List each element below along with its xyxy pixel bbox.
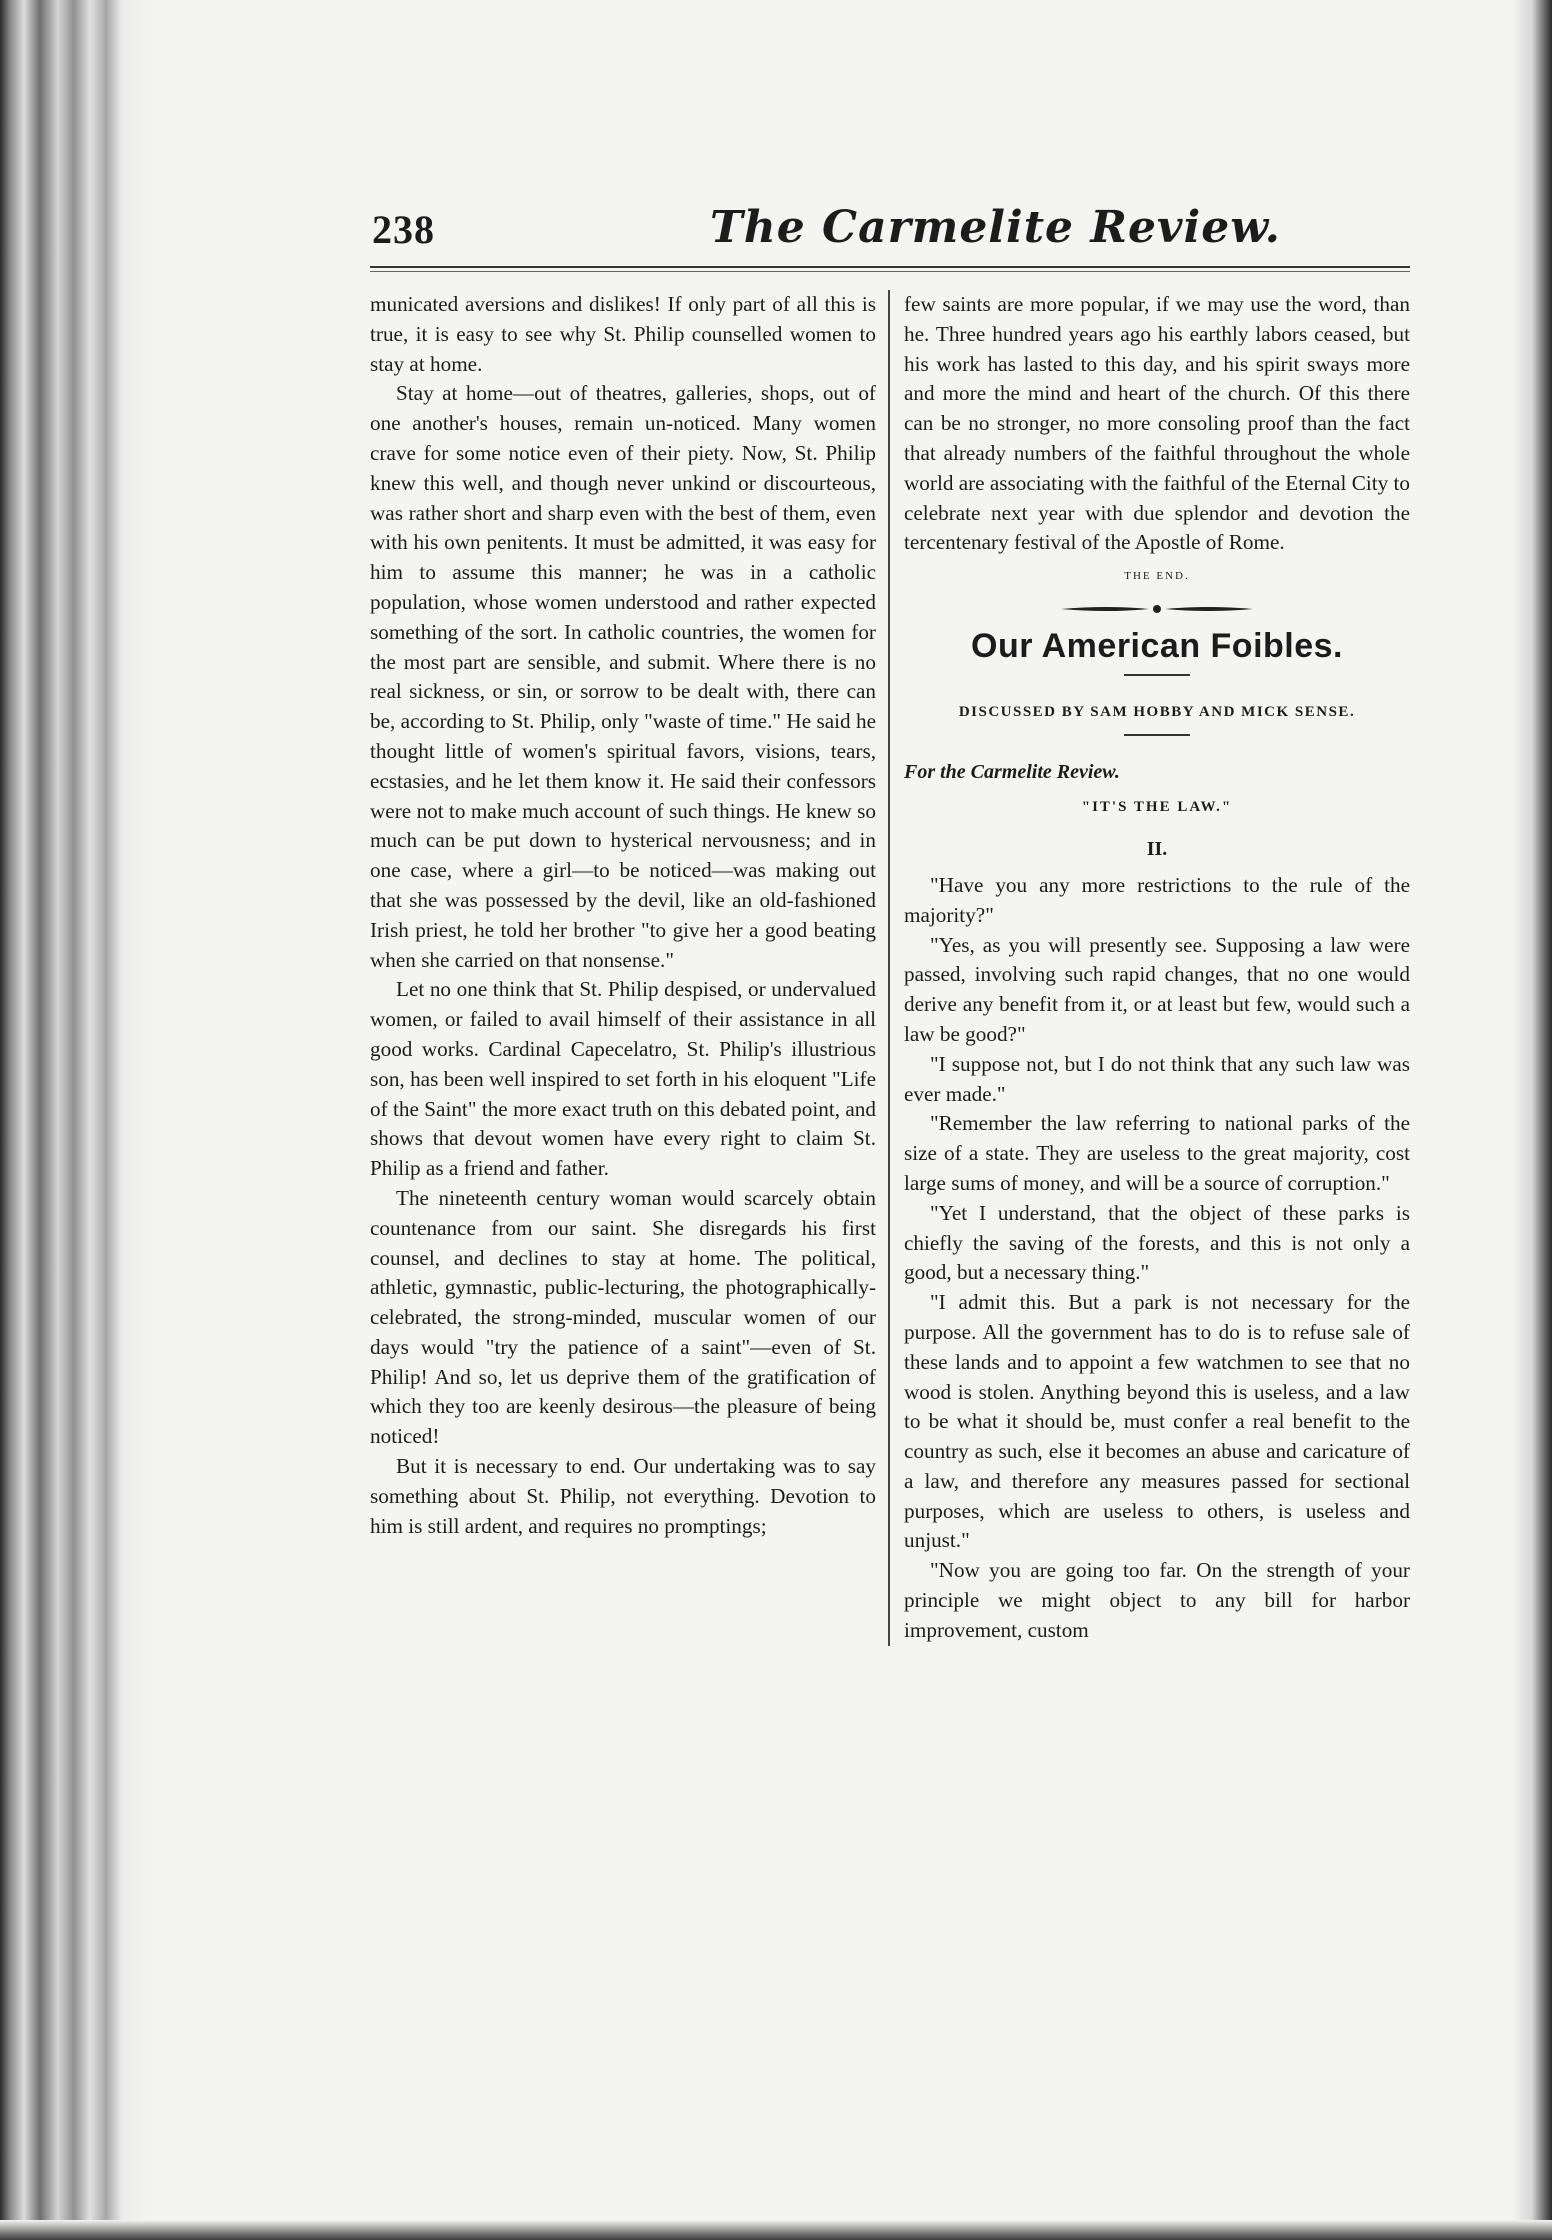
page — [340, 200, 1411, 1642]
running-title: The Carmelite Review. — [710, 202, 1281, 253]
section-title: "IT'S THE LAW." — [1081, 799, 1233, 816]
source-line: For the Carmelite Review. — [904, 760, 1120, 783]
article-title: Our American Foibles. — [971, 626, 1343, 665]
page-bottom-shadow — [0, 2220, 1552, 2240]
dialogue-paragraph: "Now you are going too far. On the strength of your principle we might object to any bill for harbor improvement, custom — [904, 1558, 1410, 1642]
short-rule — [1124, 734, 1190, 736]
paragraph: Let no one think that St. Philip despised, or undervalued women, or failed to avail himself of their assistance in all good works. Cardinal Capecelatro, St. Philip's illustrious son, has been well inspired to set forth in his eloquent "Life of the Saint" the more exact truth on this debated point, and shows that devout women have every right to claim St. Philip as a friend and father. — [370, 977, 876, 1181]
paragraph: But it is necessary to end. Our undertaking was to say something about St. Philip, not everything. Devotion to him is still ardent, and requires no promptings; — [370, 1454, 876, 1538]
right-column — [888, 290, 1410, 1646]
section-numeral: II. — [1146, 838, 1168, 861]
paragraph: The nineteenth century woman would scarcely obtain countenance from our saint. She disregards his first counsel, and declines to stay at home. The political, athletic, gymnastic, public-lecturing, the photographically-celebrated, the strong-minded, muscular women of our days would "try the patience of a saint"—even of St. Philip! And so, let us deprive them of the gratification of which they too are keenly desirous—the pleasure of being noticed! — [370, 1185, 876, 1449]
dialogue-paragraph: "Yet I understand, that the object of these parks is chiefly the saving of the forests, and this is not only a good, but a necessary thing." — [904, 1200, 1410, 1285]
page-number: 238 — [372, 207, 435, 252]
paragraph: few saints are more popular, if we may use the word, than he. Three hundred years ago his earthly labors ceased, but his work has lasted to this day, and his spirit sways more and more the mind and heart of the church. Of this there can be no stronger, no more consoling proof than the fact that already numbers of the faithful throughout the whole world are associating with the faithful of the Eternal City to celebrate next year with due splendor and devotion the tercentenary festival of the Apostle of Rome. — [904, 292, 1411, 555]
short-rule — [1124, 674, 1190, 676]
dialogue-paragraph: "I suppose not, but I do not think that any such law was ever made." — [904, 1051, 1410, 1106]
dialogue-paragraph: "I admit this. But a park is not necessary for the purpose. All the government has to do is to refuse sale of these lands and to appoint a few watchmen to see that no wood is stolen. Anything beyond this is useless, and a law to be what it should be, must confer a real benefit to the country as such, else it becomes an abuse and caricature of a law, and therefore any measures passed for sectional purposes, which are useless to others, is useless and unjust." — [904, 1290, 1410, 1553]
left-column — [370, 290, 888, 1646]
dialogue-paragraph: "Remember the law referring to national parks of the size of a state. They are useless to the great majority, cost large sums of money, and will be a source of corruption." — [904, 1111, 1410, 1195]
the-end-label: THE END. — [1124, 570, 1190, 583]
paragraph: Stay at home—out of theatres, galleries, shops, out of one another's houses, remain un-noticed. Many women crave for some notice even of their piety. Now, St. Philip knew this well, and though never unkind or discourteous, was rather short and sharp even with the best of them, even with his own penitents. It must be admitted, it was easy for him to assume this manner; he was in a catholic population, whose women understood and rather expected something of the sort. In catholic countries, the women for the most part are sensible, and submit. Where there is no real sickness, or sin, or sorrow to be dealt with, there can be, according to St. Philip, only "waste of time." He said he thought little of women's spiritual favors, visions, tears, ecstasies, and he let them know it. He said their confessors were not to make much account of such things. He knew so much can be put down to hysterical nervousness; and in one case, where a girl—to be noticed—was making out that she was possessed by the devil, like an old-fashioned Irish priest, he told her brother "to give her a good beating when she carried on that nonsense." — [370, 381, 876, 972]
book-binding-shadow — [0, 0, 150, 2240]
dialogue-paragraph: "Yes, as you will presently see. Supposing a law were passed, involving such rapid changes, that no one would derive any benefit from it, or at least but few, would such a law be good?" — [904, 932, 1410, 1046]
header-rule — [370, 266, 1410, 272]
ornament-divider-icon — [1057, 602, 1257, 616]
text-columns — [370, 290, 1410, 1646]
dialogue-paragraph: "Have you any more restrictions to the rule of the majority?" — [904, 872, 1410, 927]
page-header — [340, 200, 1410, 264]
page-edge-shadow — [1512, 0, 1552, 2240]
paragraph: municated aversions and dislikes! If only part of all this is true, it is easy to see why St. Philip counselled women to stay at home. — [370, 292, 876, 376]
byline: DISCUSSED BY SAM HOBBY AND MICK SENSE. — [958, 703, 1356, 720]
